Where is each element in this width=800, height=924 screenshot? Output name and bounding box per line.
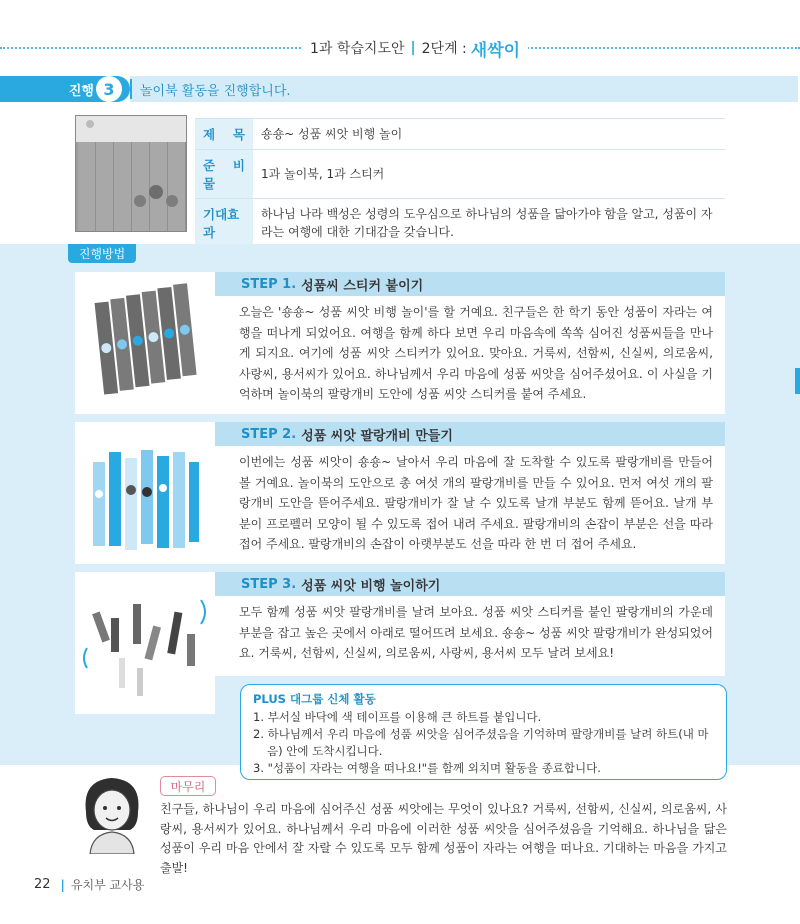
progress-number: 3 [96, 76, 122, 102]
wrapup-text: 친구들, 하나님이 우리 마음에 심어주신 성품 씨앗에는 무엇이 있나요? 거룩씨, 선함씨, 신실씨, 의로움씨, 사랑씨, 용서씨가 있어요. 하나님께서 우리 마음에 이러한 성품 씨앗을 심어주셨음을 기억해요. 하나님을 닮은 성품이 우리 마음 안에서 잘 자랄 수 있도록 모두 함께 성품이 자라는 여행을 떠나요. 기대하는 마음을 가지고 출발! [160, 802, 727, 875]
info-row-title [195, 119, 725, 150]
info-key: 제 목 [195, 119, 253, 150]
step1-body: 오늘은 '숑숑~ 성품 씨앗 비행 놀이'를 할 거예요. 친구들은 한 학기 동안 성품이 자라는 여행을 떠나게 되었어요. 여행을 함께 하다 보면 우리 마음속에 쏙쏙 심어진 성품씨들을 만나게 되지요. 여기에 성품 씨앗 스티커가 있어요. 맞아요. 거룩씨, 선함씨, 신실씨, 의로움씨, 사랑씨, 용서씨가 있어요. 하나님께서 우리 마음에 성품 씨앗을 심어주셨어요. 이 사실을 기억하며 놀이북의 팔랑개비 도안에 성품 씨앗 스티커를 붙여 주세요. [215, 296, 725, 414]
step2-body: 이번에는 성품 씨앗이 숑숑~ 날아서 우리 마음에 잘 도착할 수 있도록 팔랑개비를 만들어 볼 거예요. 놀이북의 도안으로 총 여섯 개의 팔랑개비를 만들 수 있어요. 먼저 여섯 개의 팔랑개비 도안을 뜯어주세요. 팔랑개비가 잘 날 수 있도록 날개 부분도 함께 뜯어요. 날개 부분이 프로펠러 모양이 될 수 있도록 접어 내려 주세요. 팔랑개비의 손잡이 부분은 선을 따라 접어 주세요. 팔랑개비의 손잡이 아랫부분도 선을 따라 한 번 더 접어 주세요. [215, 446, 725, 564]
teacher-avatar-icon [72, 768, 152, 854]
wrapup-tag: 마무리 [160, 776, 216, 796]
info-value: 1과 놀이북, 1과 스티커 [253, 150, 725, 199]
side-tab-marker [795, 368, 800, 394]
plus-list [253, 709, 714, 777]
flying-pinwheels-icon [75, 572, 215, 714]
step3-number: STEP 3. [241, 576, 297, 592]
step1-title: 성품씨 스티커 붙이기 [301, 278, 424, 294]
sticker-strips-icon [75, 272, 215, 414]
step3-heading [215, 572, 725, 596]
step2-title: 성품 씨앗 팔랑개비 만들기 [301, 428, 453, 444]
plus-activity-box [240, 684, 727, 780]
progress-description: 놀이북 활동을 진행합니다. [130, 76, 798, 102]
method-tag: 진행방법 [68, 244, 136, 263]
activity-info-table [195, 118, 725, 248]
step1-image [75, 272, 215, 414]
plus-item: 3. "성품이 자라는 여행을 떠나요!"를 함께 외치며 활동을 종료합니다. [253, 761, 601, 775]
plus-item: 2. 하나님께서 우리 마음에 성품 씨앗을 심어주셨음을 기억하며 팔랑개비를 날려 하트(내 마음) 안에 도착시킵니다. [253, 727, 709, 758]
step2-heading [215, 422, 725, 446]
step3-body: 모두 함께 성품 씨앗 팔랑개비를 날려 보아요. 성품 씨앗 스티커를 붙인 팔랑개비의 가운데 부분을 잡고 높은 곳에서 아래로 떨어뜨려 보세요. 숑숑~ 성품 씨앗 팔랑개비가 완성되었어요. 거룩씨, 선함씨, 신실씨, 의로움씨, 사랑씨, 용서씨 모두 날려 보세요! [215, 596, 725, 676]
book-name: 유치부 교사용 [70, 878, 145, 892]
info-key: 준 비 물 [195, 150, 253, 199]
footer-separator: | [60, 877, 65, 892]
thumbnail-characters-icon [76, 116, 187, 232]
playbook-thumbnail [75, 115, 187, 232]
page-header [302, 36, 528, 60]
info-row-materials [195, 150, 725, 199]
info-row-expected-effect [195, 199, 725, 248]
info-key: 기대효과 [195, 199, 253, 248]
plus-item: 1. 부서실 바닥에 색 테이프를 이용해 큰 하트를 붙입니다. [253, 710, 542, 724]
step1-heading [215, 272, 725, 296]
info-value: 하나님 나라 백성은 성령의 도우심으로 하나님의 성품을 닮아가야 함을 알고, 성품이 자라는 여행에 대한 기대감을 갖습니다. [253, 199, 725, 248]
step1-number: STEP 1. [241, 276, 297, 292]
pinwheel-cutouts-icon [75, 422, 215, 564]
page-footer [34, 876, 144, 893]
step3-title: 성품 씨앗 비행 놀이하기 [301, 578, 441, 594]
step2-number: STEP 2. [241, 426, 297, 442]
plus-title: PLUS 대그룹 신체 활동 [253, 692, 376, 706]
progress-label: 진행 [68, 83, 94, 99]
header-separator: | [410, 40, 416, 56]
step3-image [75, 572, 215, 714]
stage-name: 새싹이 [470, 40, 521, 61]
step2-image [75, 422, 215, 564]
page-number: 22 [34, 877, 51, 892]
stage-label: 2단계 : [421, 41, 467, 57]
progress-banner [0, 76, 800, 102]
info-value: 숑숑~ 성품 씨앗 비행 놀이 [253, 119, 725, 150]
lesson-title: 1과 학습지도안 [310, 41, 405, 57]
